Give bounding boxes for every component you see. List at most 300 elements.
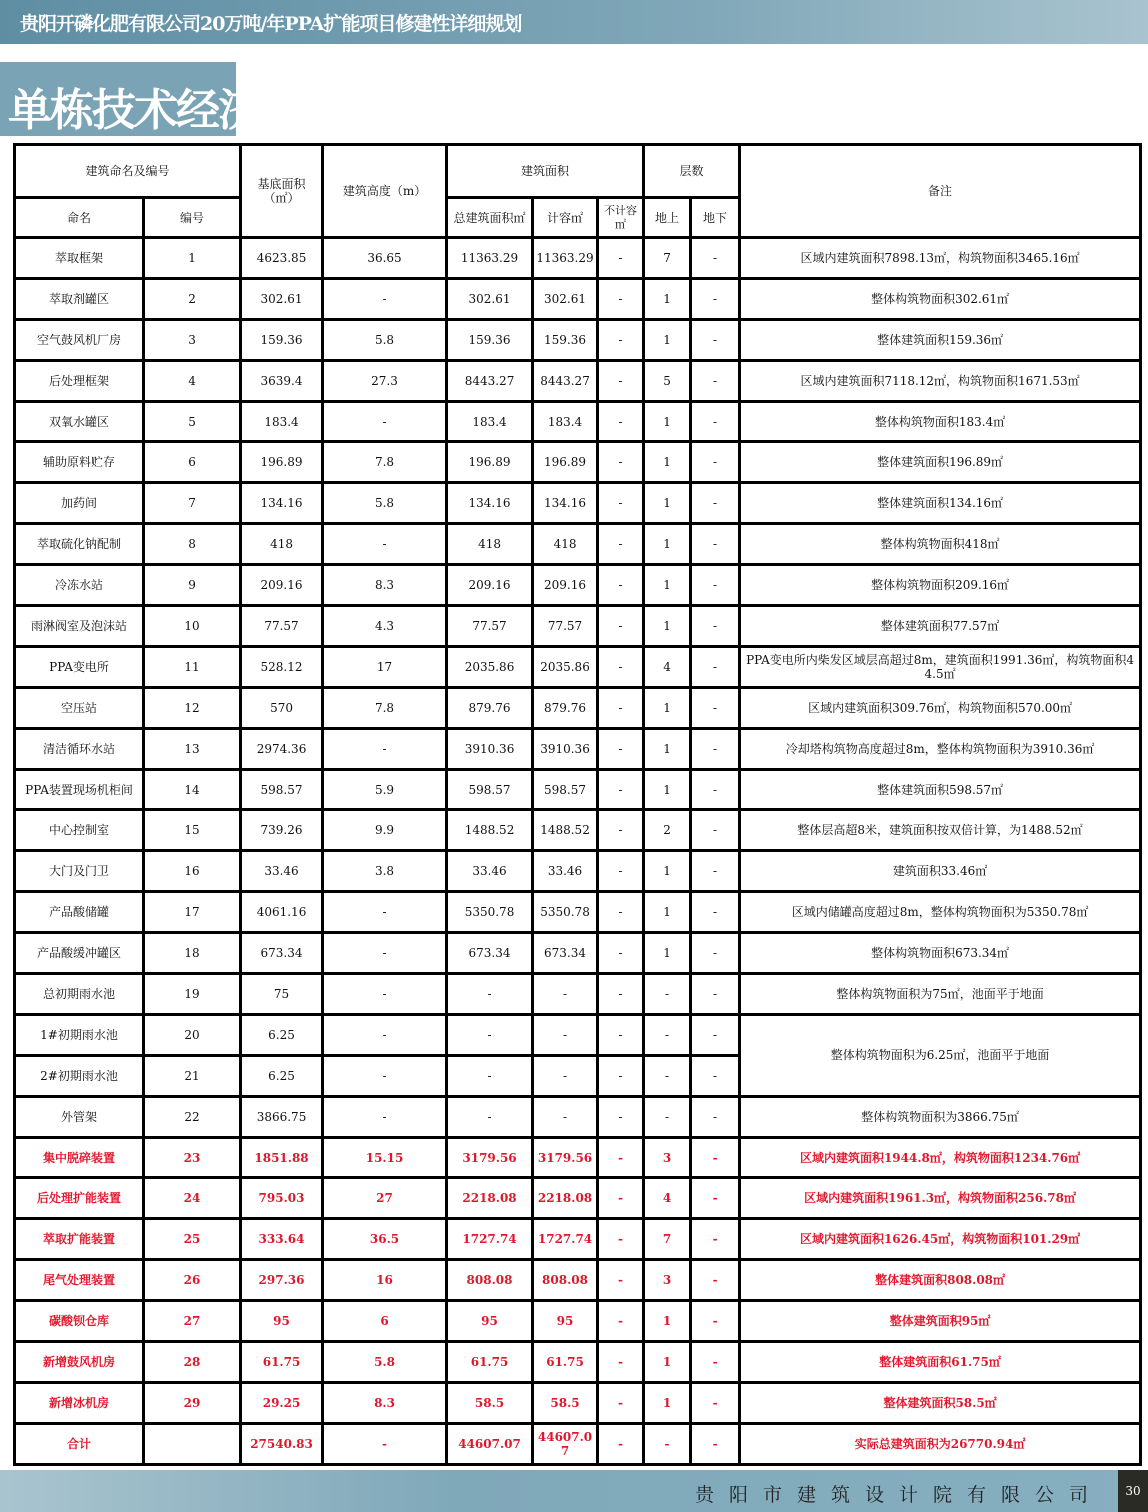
cell-height: - <box>323 892 447 933</box>
cell-non-far-area: - <box>598 1055 644 1096</box>
cell-non-far-area: - <box>598 442 644 483</box>
cell-number: 7 <box>144 483 241 524</box>
cell-height: - <box>323 933 447 974</box>
cell-base-area: 297.36 <box>241 1260 323 1301</box>
cell-total-area: 159.36 <box>447 319 533 360</box>
cell-name: PPA装置现场机柜间 <box>15 769 144 810</box>
cell-number: 28 <box>144 1342 241 1383</box>
cell-below-ground: - <box>691 278 740 319</box>
table-row <box>15 933 1141 974</box>
cell-base-area: 3639.4 <box>241 360 323 401</box>
table-row <box>15 1137 1141 1178</box>
cell-number: 4 <box>144 360 241 401</box>
cell-below-ground: - <box>691 401 740 442</box>
cell-above-ground: 1 <box>644 933 691 974</box>
cell-height: 8.3 <box>323 1382 447 1423</box>
cell-notes: 区域内储罐高度超过8m，整体构筑物面积为5350.78㎡ <box>740 892 1141 933</box>
cell-base-area: 302.61 <box>241 278 323 319</box>
cell-non-far-area: - <box>598 1342 644 1383</box>
cell-above-ground: 2 <box>644 810 691 851</box>
table-row <box>15 1260 1141 1301</box>
cell-below-ground: - <box>691 687 740 728</box>
cell-number: 10 <box>144 606 241 647</box>
cell-total-area: 134.16 <box>447 483 533 524</box>
cell-below-ground: - <box>691 1055 740 1096</box>
cell-total-area: 8443.27 <box>447 360 533 401</box>
cell-total-area: 3910.36 <box>447 728 533 769</box>
cell-name: 大门及门卫 <box>15 851 144 892</box>
cell-notes: 整体建筑面积77.57㎡ <box>740 606 1141 647</box>
cell-height: 17 <box>323 646 447 687</box>
cell-below-ground: - <box>691 933 740 974</box>
cell-total-area: 11363.29 <box>447 238 533 279</box>
cell-base-area: 6.25 <box>241 1055 323 1096</box>
cell-below-ground: - <box>691 565 740 606</box>
cell-base-area: 795.03 <box>241 1178 323 1219</box>
table-row <box>15 1178 1141 1219</box>
cell-height: 16 <box>323 1260 447 1301</box>
cell-below-ground: - <box>691 524 740 565</box>
cell-number: 1 <box>144 238 241 279</box>
cell-above-ground: 1 <box>644 442 691 483</box>
cell-total-area: 95 <box>447 1301 533 1342</box>
cell-above-ground: - <box>644 1423 691 1464</box>
cell-above-ground: 1 <box>644 278 691 319</box>
cell-non-far-area: - <box>598 278 644 319</box>
cell-notes: 整体建筑面积196.89㎡ <box>740 442 1141 483</box>
cell-number: 20 <box>144 1014 241 1055</box>
cell-total-area: 302.61 <box>447 278 533 319</box>
cell-above-ground: 1 <box>644 319 691 360</box>
cell-base-area: 134.16 <box>241 483 323 524</box>
cell-above-ground: 1 <box>644 892 691 933</box>
cell-name: 萃取框架 <box>15 238 144 279</box>
cell-total-area: - <box>447 1096 533 1137</box>
cell-non-far-area: - <box>598 810 644 851</box>
cell-name: 新增鼓风机房 <box>15 1342 144 1383</box>
cell-non-far-area: - <box>598 646 644 687</box>
cell-height: - <box>323 1096 447 1137</box>
table-row <box>15 974 1141 1015</box>
cell-non-far-area: - <box>598 483 644 524</box>
cell-non-far-area: - <box>598 524 644 565</box>
cell-notes: 整体构筑物面积673.34㎡ <box>740 933 1141 974</box>
header-above-ground: 地上 <box>644 198 691 238</box>
cell-non-far-area: - <box>598 933 644 974</box>
cell-notes: 整体建筑面积134.16㎡ <box>740 483 1141 524</box>
cell-notes: 整体构筑物面积418㎡ <box>740 524 1141 565</box>
cell-far-area: 61.75 <box>533 1342 598 1383</box>
cell-far-area: 134.16 <box>533 483 598 524</box>
cell-name: 后处理框架 <box>15 360 144 401</box>
cell-total-area: 3179.56 <box>447 1137 533 1178</box>
cell-notes: 冷却塔构筑物高度超过8m，整体构筑物面积为3910.36㎡ <box>740 728 1141 769</box>
cell-notes: 区域内建筑面积1944.8㎡，构筑物面积1234.76㎡ <box>740 1137 1141 1178</box>
cell-far-area: 44607.07 <box>533 1423 598 1464</box>
cell-notes: 整体构筑物面积为3866.75㎡ <box>740 1096 1141 1137</box>
cell-notes: 整体建筑面积808.08㎡ <box>740 1260 1141 1301</box>
table-row <box>15 606 1141 647</box>
cell-notes: 整体构筑物面积为75㎡，池面平于地面 <box>740 974 1141 1015</box>
cell-name: 加药间 <box>15 483 144 524</box>
cell-height: 27 <box>323 1178 447 1219</box>
table-row <box>15 810 1141 851</box>
cell-above-ground: 1 <box>644 687 691 728</box>
cell-number <box>144 1423 241 1464</box>
cell-name: 空压站 <box>15 687 144 728</box>
table-row <box>15 1014 1141 1055</box>
cell-number: 5 <box>144 401 241 442</box>
table-row <box>15 1219 1141 1260</box>
cell-above-ground: 1 <box>644 1342 691 1383</box>
cell-below-ground: - <box>691 1423 740 1464</box>
cell-name: 碳酸钡仓库 <box>15 1301 144 1342</box>
cell-below-ground: - <box>691 1178 740 1219</box>
table-row <box>15 401 1141 442</box>
cell-above-ground: - <box>644 1014 691 1055</box>
cell-base-area: 209.16 <box>241 565 323 606</box>
cell-height: 27.3 <box>323 360 447 401</box>
cell-number: 23 <box>144 1137 241 1178</box>
cell-below-ground: - <box>691 1096 740 1137</box>
header-name-group: 建筑命名及编号 <box>15 145 241 198</box>
cell-below-ground: - <box>691 851 740 892</box>
cell-above-ground: 7 <box>644 1219 691 1260</box>
cell-far-area: 2035.86 <box>533 646 598 687</box>
cell-non-far-area: - <box>598 687 644 728</box>
cell-below-ground: - <box>691 483 740 524</box>
cell-above-ground: 1 <box>644 769 691 810</box>
cell-height: 5.8 <box>323 483 447 524</box>
cell-notes: 区域内建筑面积7118.12㎡，构筑物面积1671.53㎡ <box>740 360 1141 401</box>
cell-name: 雨淋阀室及泡沫站 <box>15 606 144 647</box>
cell-above-ground: 3 <box>644 1137 691 1178</box>
cell-non-far-area: - <box>598 1382 644 1423</box>
table-row <box>15 687 1141 728</box>
cell-below-ground: - <box>691 769 740 810</box>
cell-height: - <box>323 974 447 1015</box>
cell-name: 萃取硫化钠配制 <box>15 524 144 565</box>
cell-height: 5.8 <box>323 1342 447 1383</box>
cell-total-area: 808.08 <box>447 1260 533 1301</box>
cell-below-ground: - <box>691 1342 740 1383</box>
cell-notes: 整体构筑物面积为6.25㎡，池面平于地面 <box>740 1014 1141 1096</box>
table-row <box>15 442 1141 483</box>
cell-non-far-area: - <box>598 565 644 606</box>
cell-base-area: 333.64 <box>241 1219 323 1260</box>
cell-number: 22 <box>144 1096 241 1137</box>
cell-far-area: 3910.36 <box>533 728 598 769</box>
cell-number: 8 <box>144 524 241 565</box>
cell-name: 集中脱碎装置 <box>15 1137 144 1178</box>
cell-base-area: 739.26 <box>241 810 323 851</box>
cell-base-area: 33.46 <box>241 851 323 892</box>
cell-far-area: 879.76 <box>533 687 598 728</box>
cell-notes: 整体建筑面积95㎡ <box>740 1301 1141 1342</box>
cell-below-ground: - <box>691 810 740 851</box>
cell-base-area: 75 <box>241 974 323 1015</box>
cell-notes: 整体建筑面积598.57㎡ <box>740 769 1141 810</box>
cell-total-area: 61.75 <box>447 1342 533 1383</box>
cell-above-ground: 4 <box>644 1178 691 1219</box>
cell-base-area: 29.25 <box>241 1382 323 1423</box>
cell-total-area: - <box>447 1014 533 1055</box>
cell-above-ground: 5 <box>644 360 691 401</box>
header-notes: 备注 <box>740 145 1141 238</box>
cell-number: 19 <box>144 974 241 1015</box>
cell-name: 清洁循环水站 <box>15 728 144 769</box>
cell-far-area: 183.4 <box>533 401 598 442</box>
cell-name: 合计 <box>15 1423 144 1464</box>
cell-far-area: 159.36 <box>533 319 598 360</box>
cell-non-far-area: - <box>598 1096 644 1137</box>
cell-name: 空气鼓风机厂房 <box>15 319 144 360</box>
cell-height: 5.8 <box>323 319 447 360</box>
cell-non-far-area: - <box>598 401 644 442</box>
cell-above-ground: - <box>644 974 691 1015</box>
cell-height: - <box>323 1423 447 1464</box>
cell-name: 双氧水罐区 <box>15 401 144 442</box>
table-row <box>15 769 1141 810</box>
cell-base-area: 2974.36 <box>241 728 323 769</box>
cell-notes: 整体构筑物面积183.4㎡ <box>740 401 1141 442</box>
cell-above-ground: 1 <box>644 565 691 606</box>
cell-non-far-area: - <box>598 974 644 1015</box>
cell-notes: 区域内建筑面积309.76㎡，构筑物面积570.00㎡ <box>740 687 1141 728</box>
cell-below-ground: - <box>691 1382 740 1423</box>
cell-far-area: 95 <box>533 1301 598 1342</box>
cell-non-far-area: - <box>598 1178 644 1219</box>
cell-total-area: 209.16 <box>447 565 533 606</box>
cell-number: 14 <box>144 769 241 810</box>
cell-far-area: 77.57 <box>533 606 598 647</box>
cell-height: 5.9 <box>323 769 447 810</box>
cell-far-area: 5350.78 <box>533 892 598 933</box>
cell-below-ground: - <box>691 728 740 769</box>
cell-far-area: - <box>533 1014 598 1055</box>
building-indicator-table <box>13 143 1142 1466</box>
cell-total-area: 196.89 <box>447 442 533 483</box>
cell-non-far-area: - <box>598 1260 644 1301</box>
cell-total-area: - <box>447 1055 533 1096</box>
cell-name: 后处理扩能装置 <box>15 1178 144 1219</box>
cell-height: 7.8 <box>323 442 447 483</box>
table-row <box>15 1342 1141 1383</box>
cell-below-ground: - <box>691 360 740 401</box>
cell-name: 2#初期雨水池 <box>15 1055 144 1096</box>
cell-height: - <box>323 1014 447 1055</box>
table-row <box>15 319 1141 360</box>
table-row <box>15 565 1141 606</box>
cell-non-far-area: - <box>598 1137 644 1178</box>
cell-non-far-area: - <box>598 238 644 279</box>
cell-notes: 整体建筑面积159.36㎡ <box>740 319 1141 360</box>
cell-total-area: 2218.08 <box>447 1178 533 1219</box>
table-row <box>15 1382 1141 1423</box>
cell-above-ground: - <box>644 1055 691 1096</box>
cell-name: 冷冻水站 <box>15 565 144 606</box>
cell-far-area: - <box>533 1055 598 1096</box>
cell-far-area: 598.57 <box>533 769 598 810</box>
cell-notes: 整体建筑面积61.75㎡ <box>740 1342 1141 1383</box>
cell-height: 9.9 <box>323 810 447 851</box>
cell-number: 24 <box>144 1178 241 1219</box>
cell-non-far-area: - <box>598 892 644 933</box>
cell-name: 萃取剂罐区 <box>15 278 144 319</box>
header-number: 编号 <box>144 198 241 238</box>
cell-total-area: 44607.07 <box>447 1423 533 1464</box>
cell-far-area: 58.5 <box>533 1382 598 1423</box>
cell-number: 17 <box>144 892 241 933</box>
cell-notes: 区域内建筑面积1961.3㎡，构筑物面积256.78㎡ <box>740 1178 1141 1219</box>
cell-below-ground: - <box>691 1260 740 1301</box>
cell-below-ground: - <box>691 974 740 1015</box>
cell-total-area: 58.5 <box>447 1382 533 1423</box>
cell-base-area: 27540.83 <box>241 1423 323 1464</box>
table-row <box>15 728 1141 769</box>
cell-non-far-area: - <box>598 1014 644 1055</box>
cell-above-ground: 1 <box>644 851 691 892</box>
cell-number: 25 <box>144 1219 241 1260</box>
section-title-box <box>0 62 344 136</box>
table-row <box>15 851 1141 892</box>
cell-number: 11 <box>144 646 241 687</box>
header-height: 建筑高度（m） <box>323 145 447 238</box>
cell-number: 16 <box>144 851 241 892</box>
cell-number: 15 <box>144 810 241 851</box>
cell-far-area: - <box>533 1096 598 1137</box>
cell-height: 36.65 <box>323 238 447 279</box>
document-footer <box>0 1470 1148 1512</box>
cell-name: 萃取扩能装置 <box>15 1219 144 1260</box>
cell-non-far-area: - <box>598 319 644 360</box>
cell-number: 13 <box>144 728 241 769</box>
cell-height: - <box>323 401 447 442</box>
cell-height: 7.8 <box>323 687 447 728</box>
cell-base-area: 3866.75 <box>241 1096 323 1137</box>
cell-far-area: 3179.56 <box>533 1137 598 1178</box>
cell-base-area: 183.4 <box>241 401 323 442</box>
cell-name: 尾气处理装置 <box>15 1260 144 1301</box>
cell-base-area: 4623.85 <box>241 238 323 279</box>
cell-name: 辅助原料贮存 <box>15 442 144 483</box>
header-base-area: 基底面积（㎡） <box>241 145 323 238</box>
cell-notes: 区域内建筑面积7898.13㎡，构筑物面积3465.16㎡ <box>740 238 1141 279</box>
cell-name: 产品酸储罐 <box>15 892 144 933</box>
cell-notes: PPA变电所内柴发区域层高超过8m，建筑面积1991.36㎡，构筑物面积44.5㎡ <box>740 646 1141 687</box>
cell-base-area: 95 <box>241 1301 323 1342</box>
cell-base-area: 159.36 <box>241 319 323 360</box>
cell-number: 2 <box>144 278 241 319</box>
cell-name: PPA变电所 <box>15 646 144 687</box>
cell-name: 总初期雨水池 <box>15 974 144 1015</box>
cell-total-area: 77.57 <box>447 606 533 647</box>
table-row <box>15 360 1141 401</box>
cell-far-area: 33.46 <box>533 851 598 892</box>
cell-below-ground: - <box>691 442 740 483</box>
cell-below-ground: - <box>691 1137 740 1178</box>
header-area-group: 建筑面积 <box>447 145 644 198</box>
cell-height: 3.8 <box>323 851 447 892</box>
cell-total-area: 5350.78 <box>447 892 533 933</box>
document-header-bar <box>0 0 1148 44</box>
table-row <box>15 524 1141 565</box>
cell-non-far-area: - <box>598 1219 644 1260</box>
cell-below-ground: - <box>691 606 740 647</box>
cell-number: 12 <box>144 687 241 728</box>
cell-number: 3 <box>144 319 241 360</box>
cell-base-area: 598.57 <box>241 769 323 810</box>
cell-base-area: 6.25 <box>241 1014 323 1055</box>
cell-far-area: 1727.74 <box>533 1219 598 1260</box>
cell-above-ground: 1 <box>644 483 691 524</box>
cell-far-area: 1488.52 <box>533 810 598 851</box>
cell-height: 15.15 <box>323 1137 447 1178</box>
table-row <box>15 238 1141 279</box>
cell-above-ground: 3 <box>644 1260 691 1301</box>
cell-far-area: 808.08 <box>533 1260 598 1301</box>
header-total-area: 总建筑面积㎡ <box>447 198 533 238</box>
project-title: 贵阳开磷化肥有限公司20万吨/年PPA扩能项目修建性详细规划 <box>20 13 522 35</box>
table-row <box>15 1096 1141 1137</box>
table-row <box>15 1301 1141 1342</box>
cell-notes: 实际总建筑面积为26770.94㎡ <box>740 1423 1141 1464</box>
cell-total-area: 879.76 <box>447 687 533 728</box>
cell-above-ground: 1 <box>644 728 691 769</box>
cell-height: - <box>323 728 447 769</box>
cell-above-ground: 1 <box>644 524 691 565</box>
cell-name: 产品酸缓冲罐区 <box>15 933 144 974</box>
cell-above-ground: 1 <box>644 1301 691 1342</box>
cell-far-area: 196.89 <box>533 442 598 483</box>
section-title: 单栋技术经济指标 <box>8 85 344 136</box>
cell-non-far-area: - <box>598 360 644 401</box>
cell-base-area: 418 <box>241 524 323 565</box>
cell-non-far-area: - <box>598 1423 644 1464</box>
cell-total-area: 33.46 <box>447 851 533 892</box>
cell-number: 29 <box>144 1382 241 1423</box>
cell-far-area: 11363.29 <box>533 238 598 279</box>
cell-below-ground: - <box>691 319 740 360</box>
cell-number: 26 <box>144 1260 241 1301</box>
footer-company: 贵阳市建筑设计院有限公司 <box>694 1484 1103 1506</box>
cell-below-ground: - <box>691 1014 740 1055</box>
cell-base-area: 4061.16 <box>241 892 323 933</box>
cell-far-area: - <box>533 974 598 1015</box>
cell-base-area: 570 <box>241 687 323 728</box>
cell-total-area: 1727.74 <box>447 1219 533 1260</box>
cell-notes: 整体建筑面积58.5㎡ <box>740 1382 1141 1423</box>
cell-below-ground: - <box>691 1301 740 1342</box>
cell-far-area: 209.16 <box>533 565 598 606</box>
cell-number: 6 <box>144 442 241 483</box>
cell-non-far-area: - <box>598 606 644 647</box>
cell-number: 18 <box>144 933 241 974</box>
cell-base-area: 673.34 <box>241 933 323 974</box>
cell-non-far-area: - <box>598 1301 644 1342</box>
cell-base-area: 61.75 <box>241 1342 323 1383</box>
cell-total-area: 418 <box>447 524 533 565</box>
cell-total-area: - <box>447 974 533 1015</box>
cell-below-ground: - <box>691 1219 740 1260</box>
cell-below-ground: - <box>691 646 740 687</box>
cell-name: 外管架 <box>15 1096 144 1137</box>
table-row <box>15 483 1141 524</box>
cell-above-ground: 4 <box>644 646 691 687</box>
cell-name: 1#初期雨水池 <box>15 1014 144 1055</box>
cell-height: - <box>323 1055 447 1096</box>
cell-base-area: 1851.88 <box>241 1137 323 1178</box>
